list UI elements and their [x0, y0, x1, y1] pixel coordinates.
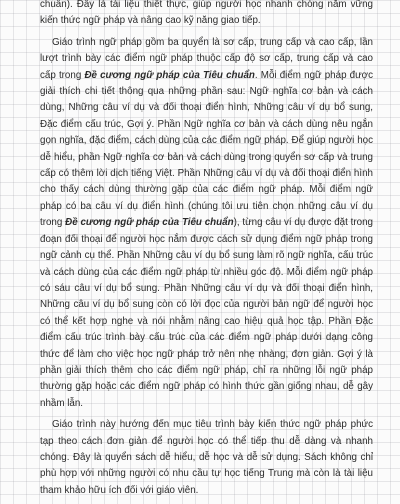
document-page: [40, 0, 373, 504]
body-paragraph: [40, 0, 373, 30]
text-run: làm rõ ngữ nghĩa, cấu trúc và cách dùng của các điểm ngữ pháp từ nhiều góc độ. Mỗi điểm ngữ pháp có sáu câu ví dụ bổ sung. Phần: [40, 250, 373, 294]
text-run: nêu ngắn gọn nghĩa, đặc điểm, cách dùng của các điểm ngữ pháp.: [40, 118, 374, 147]
emphasis-text: Giáo trình ngữ pháp: [52, 36, 142, 48]
emphasis-text: Ngữ nghĩa cơ bản và cách dùng: [183, 118, 329, 130]
body-paragraph: [40, 417, 373, 499]
emphasis-text: Ngữ nghĩa cơ bản và cách dùng: [103, 151, 246, 163]
emphasis-text: Những câu ví dụ và đối thoại điển hình, Những câu ví dụ bổ sung: [40, 282, 373, 311]
text-run: trình bày cấu trúc của các điểm ngữ pháp dưới dạng công thức để làm cho việc học ngữ pháp trở nên nhẹ nhàng, đơn giản.: [40, 332, 373, 360]
text-run: ), từng câu ví dụ được đặt trong đoạn đối thoại để người học nắm được cách sử dụng điểm ngữ pháp trong ngữ cảnh cụ thể. Phần: [40, 217, 373, 262]
text-run: Giáo trình này hướng đến mục tiêu trình bày kiến thức ngữ pháp phức tạp theo cách đơn giản để người học có thể tiếp thu dễ dàng và nhanh chóng. Đây là quyển sách dễ hiểu, dễ học và dễ sử dụng. Sách không chỉ phù hợp với những người có nhu cầu tự học tiếng Trung mà còn là tài liệu tham khảo hữu ích đối với giáo viên.: [40, 419, 373, 496]
emphasis-text: Gợi ý: [337, 348, 362, 360]
text-run: cho thấy cách dùng thường gặp của các điểm ngữ pháp. Mỗi điểm ngữ pháp có ba câu ví dụ điển hình (chúng tôi ưu tiên chọn những câu ví dụ trong: [40, 184, 373, 229]
text-run: gồm ba quyển là sơ cấp, trung cấp và cao cấp, lần lượt trình bày các điểm ngữ pháp thuộc cấp độ sơ cấp, trung cấp và cao cấp trong: [40, 36, 373, 81]
text-run: . Đây là tài liệu thiết thực, giúp người học nhanh chóng nắm vững kiến thức ngữ pháp và nâng cao kỹ năng giao tiếp.: [40, 0, 373, 27]
text-run: người học dễ hiểu, phần: [40, 135, 373, 163]
emphasis-text: Để giúp: [291, 135, 326, 147]
emphasis-text: Những câu ví dụ và đối thoại điển hình: [203, 168, 374, 180]
emphasis-text: Đề cương ngữ pháp của Tiêu chuẩn: [84, 69, 255, 81]
emphasis-text: chuẩn): [40, 0, 70, 10]
text-run: là phần giải thích thêm cho các điểm ngữ pháp, chỉ ra những lỗi ngữ pháp thường gặp hoặc các điểm ngữ pháp có hình thức gần giống nhau, dễ gây nhầm lẫn.: [40, 348, 373, 409]
emphasis-text: Những câu ví dụ bổ sung: [142, 250, 255, 262]
text-run: . Mỗi điểm ngữ pháp được giải thích chi tiết thông qua những phần sau: Ngữ nghĩa cơ bản và cách dùng, Những câu ví dụ và đối thoại điển hình, Những câu ví dụ bổ sung, Đặc điểm cấu trúc, Gợi ý. Phần: [40, 69, 373, 130]
body-paragraph: [40, 35, 373, 412]
text-run: còn có lời đọc của người bản ngữ để người học có thể kết hợp nghe và nói nhằm nâng cao hiệu quả học tập. Phần: [40, 299, 373, 327]
text-run: trong quyển sơ cấp và trung cấp có thêm lời dịch tiếng Việt. Phần: [40, 151, 374, 180]
emphasis-text: Đặc điểm cấu trúc: [40, 315, 373, 344]
emphasis-text: Đề cương ngữ pháp của Tiêu chuẩn: [65, 217, 234, 229]
